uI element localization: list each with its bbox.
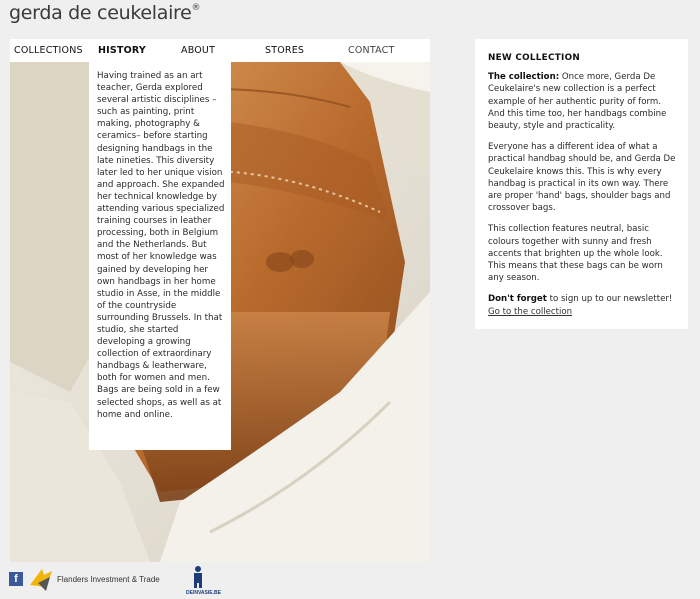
nav-stores[interactable]: STORES xyxy=(265,45,305,56)
paragraph-2: Everyone has a different idea of what a practical handbag should be, and Gerda De Ceukelaire knows this. This is why every handbag is practical in its own way. There are proper 'hand' bags, shoulder bags and crossover bags. xyxy=(488,142,676,214)
panel-title: NEW COLLECTION xyxy=(488,53,581,63)
brand-name: gerda de ceukelaire xyxy=(9,2,192,24)
main-nav xyxy=(10,39,430,62)
intro-text: Once more, Gerda De Ceukelaire's new collection is a perfect example of her authentic purity of form. And this time too, her handbags combine beauty, style and practicality. xyxy=(488,72,667,132)
nav-collections[interactable]: COLLECTIONS xyxy=(14,45,83,56)
new-collection-panel xyxy=(475,39,688,329)
deinvasie-badge[interactable]: DEINVASIE.BE xyxy=(186,590,221,596)
registered-mark: ® xyxy=(191,2,201,13)
footer xyxy=(9,565,429,595)
fit-label[interactable]: Flanders Investment & Trade xyxy=(57,575,160,584)
collection-link[interactable]: Go to the collection xyxy=(488,306,573,317)
nav-about[interactable]: ABOUT xyxy=(181,45,216,56)
facebook-icon[interactable]: f xyxy=(9,572,23,586)
newsletter-text: to sign up to our newsletter! xyxy=(546,294,673,305)
brand-logo[interactable] xyxy=(9,2,200,24)
fit-logo-icon[interactable] xyxy=(28,565,56,593)
paragraph-intro xyxy=(488,71,678,132)
history-text-panel xyxy=(89,62,231,450)
history-text: Having trained as an art teacher, Gerda explored several artistic disciplines – such as painting, print making, photography & ceramics– before starting designing handbags in the late nineties. This diversity later led to her unique vision and approach. She expanded her technical knowledge by attending various specialized training courses in leather processing, both in Belgium and the Netherlands. But most of her knowledge was gained by developing her own handbags in her home studio in Asse, in the middle of the countryside surrounding Brussels. In that studio, she started developing a growing collection of extraordinary handbags & leatherware, both for women and men. Bags are being sold in a few selected shops, as well as at home and online. xyxy=(97,71,225,420)
nav-contact[interactable]: CONTACT xyxy=(348,45,395,56)
nav-history[interactable]: HISTORY xyxy=(98,45,146,56)
newsletter-strong: Don't forget xyxy=(488,294,547,305)
paragraph-3: This collection features neutral, basic colours together with sunny and fresh accents that brighten up the whole look. This means that these bags can be worn any season. xyxy=(488,224,663,284)
intro-strong: The collection: xyxy=(488,72,560,83)
paragraph-newsletter xyxy=(488,293,678,305)
figure-icon xyxy=(191,565,205,589)
